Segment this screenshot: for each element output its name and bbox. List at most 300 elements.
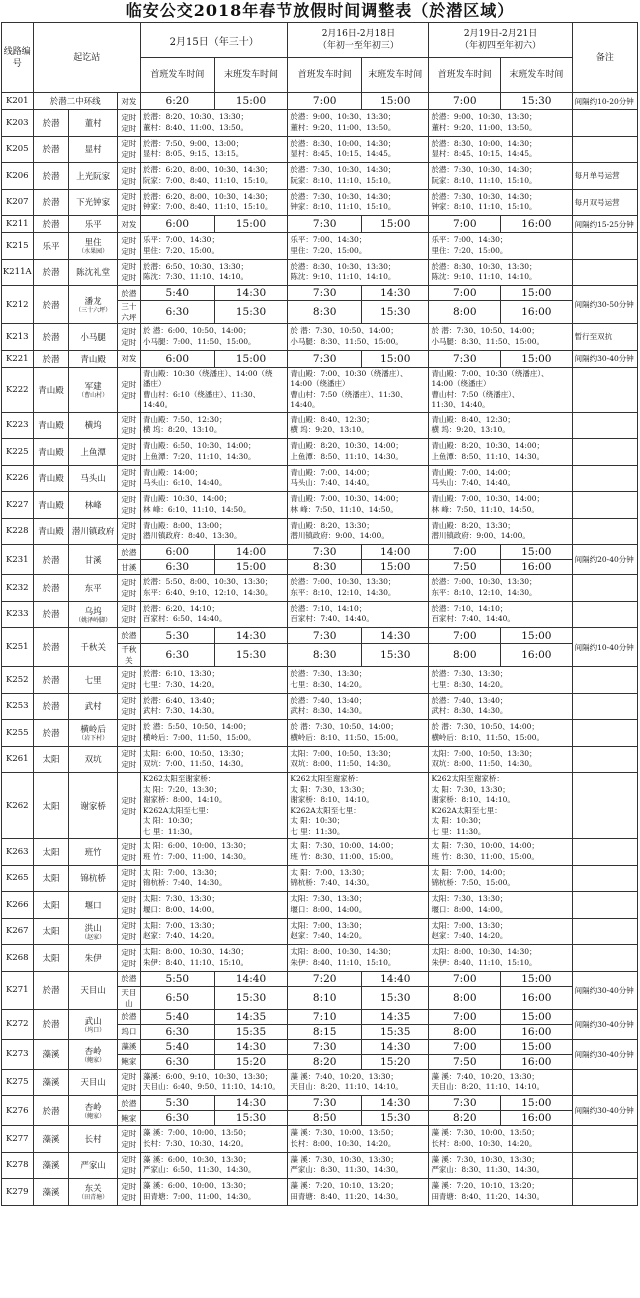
station-b-name: 堰口 xyxy=(84,900,102,911)
p2-schedule xyxy=(288,667,429,694)
p3-schedule-line: 太阳：7:00、10:50、13:30； xyxy=(431,748,537,758)
route-row xyxy=(2,746,638,773)
header-stations: 起讫站 xyxy=(33,23,140,93)
header-period-2-line1: 2月16日-2月18日 xyxy=(321,29,396,39)
station-b-name: 里住 xyxy=(84,238,102,249)
p3-schedule-line: 七里：8:30、14:20。 xyxy=(431,679,508,689)
depart-point-1: 於潜 xyxy=(117,1096,140,1111)
station-b-name: 陈沈礼堂 xyxy=(76,268,111,279)
p2-schedule-line: 赵家：7:40、14:20。 xyxy=(290,931,367,941)
p1-schedule-line: 里住：7:20、15:00。 xyxy=(142,245,219,255)
p3-schedule xyxy=(429,518,572,545)
route-row xyxy=(2,465,638,492)
route-id: K233 xyxy=(2,601,34,628)
p3-schedule xyxy=(429,412,572,439)
p1-schedule-line: 乐平：7:00、14:30； xyxy=(142,235,219,245)
route-row xyxy=(2,518,638,545)
dispatch-type xyxy=(117,945,140,972)
p2-schedule-line: 青山殿：8:40、12:30； xyxy=(290,414,374,424)
route-id: K222 xyxy=(2,367,34,412)
p2-schedule-line: 堰口：8:00、14:00。 xyxy=(290,904,367,914)
route-row xyxy=(2,1069,638,1096)
p1-schedule-line: 钟家：7:00、8:40、11:10、15:10。 xyxy=(142,202,273,212)
station-b xyxy=(69,216,117,233)
p3-first-b: 8:00 xyxy=(429,301,501,324)
route-id: K211A xyxy=(2,259,34,286)
p2-last: 15:00 xyxy=(362,93,429,110)
station-b-sub: （岩下村） xyxy=(78,735,109,743)
p1-schedule-line: 於潜：6:50、10:30、13:30； xyxy=(142,261,249,271)
station-a: 於潜 xyxy=(33,693,69,720)
station-b-sub: （坞口） xyxy=(81,1026,106,1034)
depart-point-2: 甘溪 xyxy=(117,560,140,575)
p2-schedule-line: 於潜：8:30、10:00、14:30； xyxy=(290,138,396,148)
p1-last-a: 14:40 xyxy=(214,971,288,986)
p2-schedule xyxy=(288,892,429,919)
p1-schedule xyxy=(140,110,287,137)
p2-schedule-line: 横岭后：8:10、11:50、15:00。 xyxy=(290,732,403,742)
dispatch-type-line: 定时 xyxy=(121,958,137,968)
station-a: 於潜 xyxy=(33,628,69,667)
p1-first-b: 6:30 xyxy=(140,644,214,667)
depart-point-1: 藻溪 xyxy=(117,1039,140,1054)
station-b-name: 横坞 xyxy=(84,421,102,432)
p3-schedule-line: 横 坞：9:20、13:10。 xyxy=(431,425,510,435)
p1-schedule-line: 朱伊：8:40、11:10、15:10。 xyxy=(142,957,249,967)
p3-schedule-line: 太 阳：7:00、14:00； xyxy=(431,867,510,877)
route-id: K231 xyxy=(2,545,34,575)
station-b-name: 军建 xyxy=(84,382,102,392)
dispatch-type-line: 定时 xyxy=(121,947,137,957)
p1-schedule xyxy=(140,918,287,945)
remark: 间隔约20-40分钟 xyxy=(572,545,637,575)
p1-first-a: 5:40 xyxy=(140,286,214,301)
p2-first-a: 7:10 xyxy=(288,1009,362,1024)
p1-schedule xyxy=(140,1179,287,1206)
remark: 间隔约30-40分钟 xyxy=(572,350,637,367)
p1-schedule-line: 藻 溪：6:00、10:00、13:30； xyxy=(142,1181,251,1191)
p1-schedule-line: 天目山：6:40、9:50、11:10、14:10。 xyxy=(142,1082,280,1092)
p3-schedule-line: 11:30、14:40。 xyxy=(431,400,490,409)
dispatch-type xyxy=(117,465,140,492)
p2-first-b: 8:50 xyxy=(288,1111,362,1126)
p3-schedule-line: 青山殿：8:40、12:30； xyxy=(431,414,515,424)
remark xyxy=(572,367,637,412)
dispatch-type-line: 定时 xyxy=(121,615,137,625)
p3-schedule xyxy=(429,892,572,919)
p2-schedule-line: 太阳：8:00、10:30、14:30； xyxy=(290,947,396,957)
route-row xyxy=(2,1009,638,1024)
p3-schedule-line: 太阳：8:00、10:30、14:30； xyxy=(431,947,537,957)
p3-schedule-line: K262太阳至谢家桥： xyxy=(431,774,504,783)
p2-schedule-line: 董村：9:20、11:00、13:50。 xyxy=(290,122,396,132)
route-id: K251 xyxy=(2,628,34,667)
station-b xyxy=(69,1152,117,1179)
p3-first-b: 7:50 xyxy=(429,560,501,575)
route-id: K232 xyxy=(2,575,34,602)
p3-schedule-line: 青山殿：8:20、13:30； xyxy=(431,520,515,530)
station-a: 青山殿 xyxy=(33,518,69,545)
p2-schedule-line: 严家山：8:30、11:30、14:30。 xyxy=(290,1165,403,1175)
station-b xyxy=(69,667,117,694)
route-row xyxy=(2,971,638,986)
p3-schedule-line: 东平：8:10、12:10、14:30。 xyxy=(431,587,537,597)
p3-schedule-line: 藻 溪：7:30、10:00、13:50； xyxy=(431,1128,539,1138)
station-b xyxy=(69,773,117,839)
p3-first-a: 7:00 xyxy=(429,1039,501,1054)
remark xyxy=(572,839,637,866)
route-id: K207 xyxy=(2,189,34,216)
dispatch-type xyxy=(117,439,140,466)
p3-last-a: 15:00 xyxy=(501,1096,573,1111)
p1-first: 6:00 xyxy=(140,216,214,233)
route-id: K203 xyxy=(2,110,34,137)
depart-point-2: 坞口 xyxy=(117,1024,140,1039)
depart-point-2: 天目山 xyxy=(117,986,140,1009)
p2-schedule-line: 藻 溪：7:20、10:10、13:20； xyxy=(290,1181,398,1191)
p3-schedule xyxy=(429,693,572,720)
route-id: K271 xyxy=(2,971,34,1009)
station-b xyxy=(69,746,117,773)
station-b-name: 横岭后 xyxy=(80,725,106,736)
remark xyxy=(572,945,637,972)
p1-last-a: 14:30 xyxy=(214,1096,288,1111)
route-row xyxy=(2,412,638,439)
station-b xyxy=(69,350,117,367)
dispatch-type-line: 定时 xyxy=(121,722,137,732)
p2-schedule-line: 太阳：7:30、13:30； xyxy=(290,894,367,904)
station-b xyxy=(69,601,117,628)
station-a: 於潜 xyxy=(33,324,69,351)
station-b xyxy=(69,1179,117,1206)
p2-schedule xyxy=(288,233,429,260)
station-a: 於潜 xyxy=(33,575,69,602)
p1-first-a: 5:30 xyxy=(140,628,214,644)
p2-schedule xyxy=(288,367,429,412)
p2-schedule xyxy=(288,110,429,137)
p2-last-b: 15:30 xyxy=(362,1111,429,1126)
station-a: 太阳 xyxy=(33,839,69,866)
p2-schedule-line: 谢家桥：8:10、14:10。 xyxy=(290,795,374,804)
header-period-2 xyxy=(288,23,429,58)
p1-schedule-line: 藻溪：6:00、9:10、10:30、13:30； xyxy=(142,1071,273,1081)
route-id: K263 xyxy=(2,839,34,866)
p3-last-b: 16:00 xyxy=(501,986,573,1009)
dispatch-type-line: 定时 xyxy=(121,1192,137,1202)
dispatch-type xyxy=(117,601,140,628)
station-b-name: 东关 xyxy=(84,1184,102,1195)
p1-schedule-line: 於潜：6:40、13:40； xyxy=(142,695,219,705)
p2-schedule-line: 田青塘：8:40、11:20、14:30。 xyxy=(290,1191,403,1201)
remark: 间隔约30-40分钟 xyxy=(572,1009,637,1039)
remark xyxy=(572,1179,637,1206)
p2-schedule-line: 武村：8:30、14:30。 xyxy=(290,706,367,716)
station-a: 於潜 xyxy=(33,720,69,747)
header-row-1 xyxy=(2,23,638,58)
station-a: 青山殿 xyxy=(33,439,69,466)
station-loop: 於潜二中环线 xyxy=(33,93,117,110)
p1-schedule-line: 东平：6:40、9:10、12:10、14:30。 xyxy=(142,587,273,597)
p2-schedule xyxy=(288,492,429,519)
p1-schedule-line: 太阳：7:00、13:30； xyxy=(142,920,219,930)
dispatch-type-line: 定时 xyxy=(121,680,137,690)
dispatch-type xyxy=(117,720,140,747)
route-id: K205 xyxy=(2,136,34,163)
remark xyxy=(572,720,637,747)
dispatch-type-line: 定时 xyxy=(121,707,137,717)
p3-schedule xyxy=(429,667,572,694)
p1-schedule-line: 林 峰：6:10、11:10、14:50。 xyxy=(142,504,251,514)
route-id: K267 xyxy=(2,918,34,945)
dispatch-type xyxy=(117,163,140,190)
p3-schedule-line: 14:00（绕潘庄） xyxy=(431,379,491,388)
p1-schedule-line: 於 潜：5:50、10:50、14:00； xyxy=(142,722,251,732)
remark xyxy=(572,601,637,628)
station-a: 於潜 xyxy=(33,216,69,233)
p3-first-a: 7:00 xyxy=(429,286,501,301)
p1-schedule-line: 於潜：8:20、10:30、13:30； xyxy=(142,112,249,122)
p1-last-b: 15:30 xyxy=(214,1111,288,1126)
station-a: 乐平 xyxy=(33,233,69,260)
station-a: 藻溪 xyxy=(33,1126,69,1153)
p3-schedule-line: 潜川镇政府：9:00、14:00。 xyxy=(431,531,530,541)
p2-schedule xyxy=(288,439,429,466)
p1-schedule-line: 青山殿：10:30（绕潘庄）、14:00（绕 xyxy=(142,368,273,378)
station-b-sub: （曹山村） xyxy=(78,392,109,399)
header-period-2-line2: （年初一至年初三） xyxy=(317,41,399,51)
p1-schedule-line: 双坑：7:00、11:50、14:30。 xyxy=(142,759,249,769)
dispatch-type xyxy=(117,136,140,163)
remark: 暂行至双抗 xyxy=(572,324,637,351)
p3-schedule-line: 陈沈：9:10、11:10、14:10。 xyxy=(431,272,537,282)
p3-schedule-line: 长村：8:00、10:30、14:20。 xyxy=(431,1138,537,1148)
station-a: 太阳 xyxy=(33,892,69,919)
p3-schedule xyxy=(429,492,572,519)
header-route-no: 线路编号 xyxy=(2,23,34,93)
p2-schedule xyxy=(288,945,429,972)
p1-schedule-line: 七 里：11:30。 xyxy=(142,826,197,836)
p2-schedule xyxy=(288,412,429,439)
p1-schedule xyxy=(140,720,287,747)
p1-schedule-line: 潜川镇政府：8:40、13:30。 xyxy=(142,531,242,541)
station-b-name: 武山 xyxy=(84,1016,102,1027)
station-b xyxy=(69,412,117,439)
p2-schedule xyxy=(288,720,429,747)
p3-first-b: 8:00 xyxy=(429,644,501,667)
p3-last-a: 15:00 xyxy=(501,286,573,301)
dispatch-type xyxy=(117,233,140,260)
p3-last-a: 15:00 xyxy=(501,545,573,560)
dispatch-type-line: 定时 xyxy=(121,112,137,122)
p3-schedule-line: 林 峰：7:50、11:10、14:50。 xyxy=(431,504,539,514)
dispatch-type-line: 定时 xyxy=(121,337,137,347)
dispatch-type-line: 定时 xyxy=(121,1128,137,1138)
p2-schedule-line: 上鱼潭：8:50、11:10、14:30。 xyxy=(290,451,403,461)
p3-schedule-line: 太 阳：7:30、13:30； xyxy=(431,784,510,794)
p3-schedule xyxy=(429,110,572,137)
station-a: 於潜 xyxy=(33,1009,69,1039)
p1-schedule-line: 太阳：6:00、10:50、13:30； xyxy=(142,748,249,758)
station-a: 於潜 xyxy=(33,1096,69,1126)
p3-schedule-line: 太 阳：10:30； xyxy=(431,816,486,825)
p3-schedule xyxy=(429,601,572,628)
station-b xyxy=(69,110,117,137)
p2-schedule xyxy=(288,136,429,163)
station-b-name: 杏岭 xyxy=(84,1103,102,1113)
route-id: K266 xyxy=(2,892,34,919)
route-id: K277 xyxy=(2,1126,34,1153)
p2-first: 7:30 xyxy=(288,350,362,367)
remark xyxy=(572,136,637,163)
depart-point-1: 於潜 xyxy=(117,1009,140,1024)
p3-schedule-line: 曹山村：7:50（绕潘庄）、 xyxy=(431,389,520,399)
p3-last-a: 15:00 xyxy=(501,1039,573,1054)
p2-schedule-line: 曹山村：7:50（绕潘庄）、11:30、 xyxy=(290,389,408,399)
route-id: K265 xyxy=(2,865,34,892)
p3-first-a: 7:00 xyxy=(429,628,501,644)
p2-schedule-line: 青山殿：8:20、10:30、14:00； xyxy=(290,441,403,451)
remark xyxy=(572,110,637,137)
station-b xyxy=(69,945,117,972)
dispatch-type-line: 定时 xyxy=(121,494,137,504)
p1-schedule-line: 太 阳：10:30； xyxy=(142,816,197,825)
station-b-name: 谢家桥 xyxy=(80,801,106,812)
p1-schedule xyxy=(140,892,287,919)
p1-last-a: 14:30 xyxy=(214,1039,288,1054)
station-b-sub: （鲍家） xyxy=(81,1056,106,1064)
p2-last: 15:00 xyxy=(362,350,429,367)
p3-schedule-line: 七 里：11:30。 xyxy=(431,826,486,836)
remark: 间隔约30-40分钟 xyxy=(572,1096,637,1126)
p2-schedule-line: 七里：8:30、14:20。 xyxy=(290,679,367,689)
dispatch-type xyxy=(117,839,140,866)
station-a: 青山殿 xyxy=(33,367,69,412)
remark xyxy=(572,667,637,694)
p2-schedule xyxy=(288,518,429,545)
station-b-name: 潜川镇政府 xyxy=(71,527,115,538)
p2-schedule-line: 百家村：7:40、14:40。 xyxy=(290,614,374,624)
station-b xyxy=(69,439,117,466)
remark xyxy=(572,518,637,545)
p1-schedule-line: 太阳：7:30、13:30； xyxy=(142,894,219,904)
p3-schedule-line: 田青塘：8:40、11:20、14:30。 xyxy=(431,1191,545,1201)
p1-schedule-line: 百家村：6:50、14:40。 xyxy=(142,614,227,624)
station-a: 於潜 xyxy=(33,350,69,367)
route-id: K278 xyxy=(2,1152,34,1179)
p2-schedule-line: 於潜：7:00、10:30、13:30； xyxy=(290,577,396,587)
p1-schedule-line: 阮家：7:00、8:40、11:10、15:10。 xyxy=(142,175,273,185)
p3-first-b: 8:00 xyxy=(429,986,501,1009)
dispatch-type-line: 定时 xyxy=(121,841,137,851)
remark xyxy=(572,465,637,492)
p2-schedule-line: 显村：8:45、10:15、14:45。 xyxy=(290,149,396,159)
p3-schedule-line: 於潜：7:40、13:40； xyxy=(431,695,508,705)
dispatch-type-line: 定时 xyxy=(121,696,137,706)
p2-schedule-line: 七 里：11:30。 xyxy=(290,826,345,836)
p2-schedule-line: 於潜：8:30、10:30、13:30； xyxy=(290,261,396,271)
station-a: 太阳 xyxy=(33,773,69,839)
p3-schedule xyxy=(429,945,572,972)
route-row xyxy=(2,839,638,866)
route-row xyxy=(2,773,638,839)
p1-last: 15:00 xyxy=(214,93,288,110)
route-id: K212 xyxy=(2,286,34,324)
depart-point-1: 於潜 xyxy=(117,286,140,301)
header-last-bus-1: 末班发车时间 xyxy=(214,58,288,93)
dispatch-type xyxy=(117,667,140,694)
p3-schedule-line: 朱伊：8:40、11:10、15:10。 xyxy=(431,957,537,967)
p1-schedule-line: 於潜：6:10、13:30； xyxy=(142,669,219,679)
p1-schedule xyxy=(140,667,287,694)
p1-schedule-line: 於潜：6:20、14:10； xyxy=(142,603,219,613)
station-b xyxy=(69,575,117,602)
p2-first-b: 8:20 xyxy=(288,1054,362,1069)
p2-schedule-line: 於潜：9:00、10:30、13:30； xyxy=(290,112,396,122)
p3-first-b: 8:20 xyxy=(429,1111,501,1126)
route-row xyxy=(2,492,638,519)
station-b-sub: （田青塘） xyxy=(78,1194,109,1202)
station-b-name: 上光阮家 xyxy=(76,171,111,182)
p3-schedule-line: 於潜：7:30、10:30、14:30； xyxy=(431,191,537,201)
p1-last-a: 14:00 xyxy=(214,545,288,560)
p1-schedule xyxy=(140,367,287,412)
station-b-name: 下光钟家 xyxy=(76,198,111,209)
route-id: K252 xyxy=(2,667,34,694)
route-row xyxy=(2,601,638,628)
dispatch-type-line: 定时 xyxy=(121,749,137,759)
dispatch-type xyxy=(117,1152,140,1179)
p2-last-b: 15:30 xyxy=(362,986,429,1009)
p1-schedule xyxy=(140,1126,287,1153)
remark: 每月双号运营 xyxy=(572,189,637,216)
dispatch-type: 对发 xyxy=(117,350,140,367)
p3-schedule-line: 横岭后：8:10、11:50、15:00。 xyxy=(431,732,545,742)
station-b-name: 千秋关 xyxy=(80,643,106,653)
station-b-name: 班竹 xyxy=(84,847,102,858)
dispatch-type-line: 定时 xyxy=(121,1083,137,1093)
p2-schedule xyxy=(288,575,429,602)
p1-schedule-line: 上鱼潭：7:20、11:10、14:30。 xyxy=(142,451,256,461)
route-row xyxy=(2,918,638,945)
dispatch-type xyxy=(117,918,140,945)
station-a: 藻溪 xyxy=(33,1069,69,1096)
p2-schedule xyxy=(288,324,429,351)
remark: 每月单号运营 xyxy=(572,163,637,190)
dispatch-type-line: 定时 xyxy=(121,1166,137,1176)
p3-last: 15:30 xyxy=(501,93,573,110)
p2-schedule-line: 藻 溪：7:30、10:30、13:30； xyxy=(290,1154,398,1164)
p3-schedule xyxy=(429,1069,572,1096)
route-row xyxy=(2,350,638,367)
route-id: K262 xyxy=(2,773,34,839)
schedule-table xyxy=(1,22,638,1206)
p3-schedule-line: 谢家桥：8:10、14:10。 xyxy=(431,795,515,804)
p2-schedule-line: 青山殿：7:00、10:30、14:00； xyxy=(290,494,403,504)
p3-last-b: 16:00 xyxy=(501,644,573,667)
route-row xyxy=(2,439,638,466)
p2-first-a: 7:30 xyxy=(288,286,362,301)
p2-first-b: 8:10 xyxy=(288,986,362,1009)
dispatch-type xyxy=(117,693,140,720)
p1-last-b: 15:30 xyxy=(214,301,288,324)
p2-schedule xyxy=(288,465,429,492)
station-b xyxy=(69,367,117,412)
p2-schedule xyxy=(288,693,429,720)
route-id: K253 xyxy=(2,693,34,720)
station-b xyxy=(69,693,117,720)
p2-schedule-line: 长村：8:00、10:30、14:20。 xyxy=(290,1138,396,1148)
station-b xyxy=(69,628,117,667)
